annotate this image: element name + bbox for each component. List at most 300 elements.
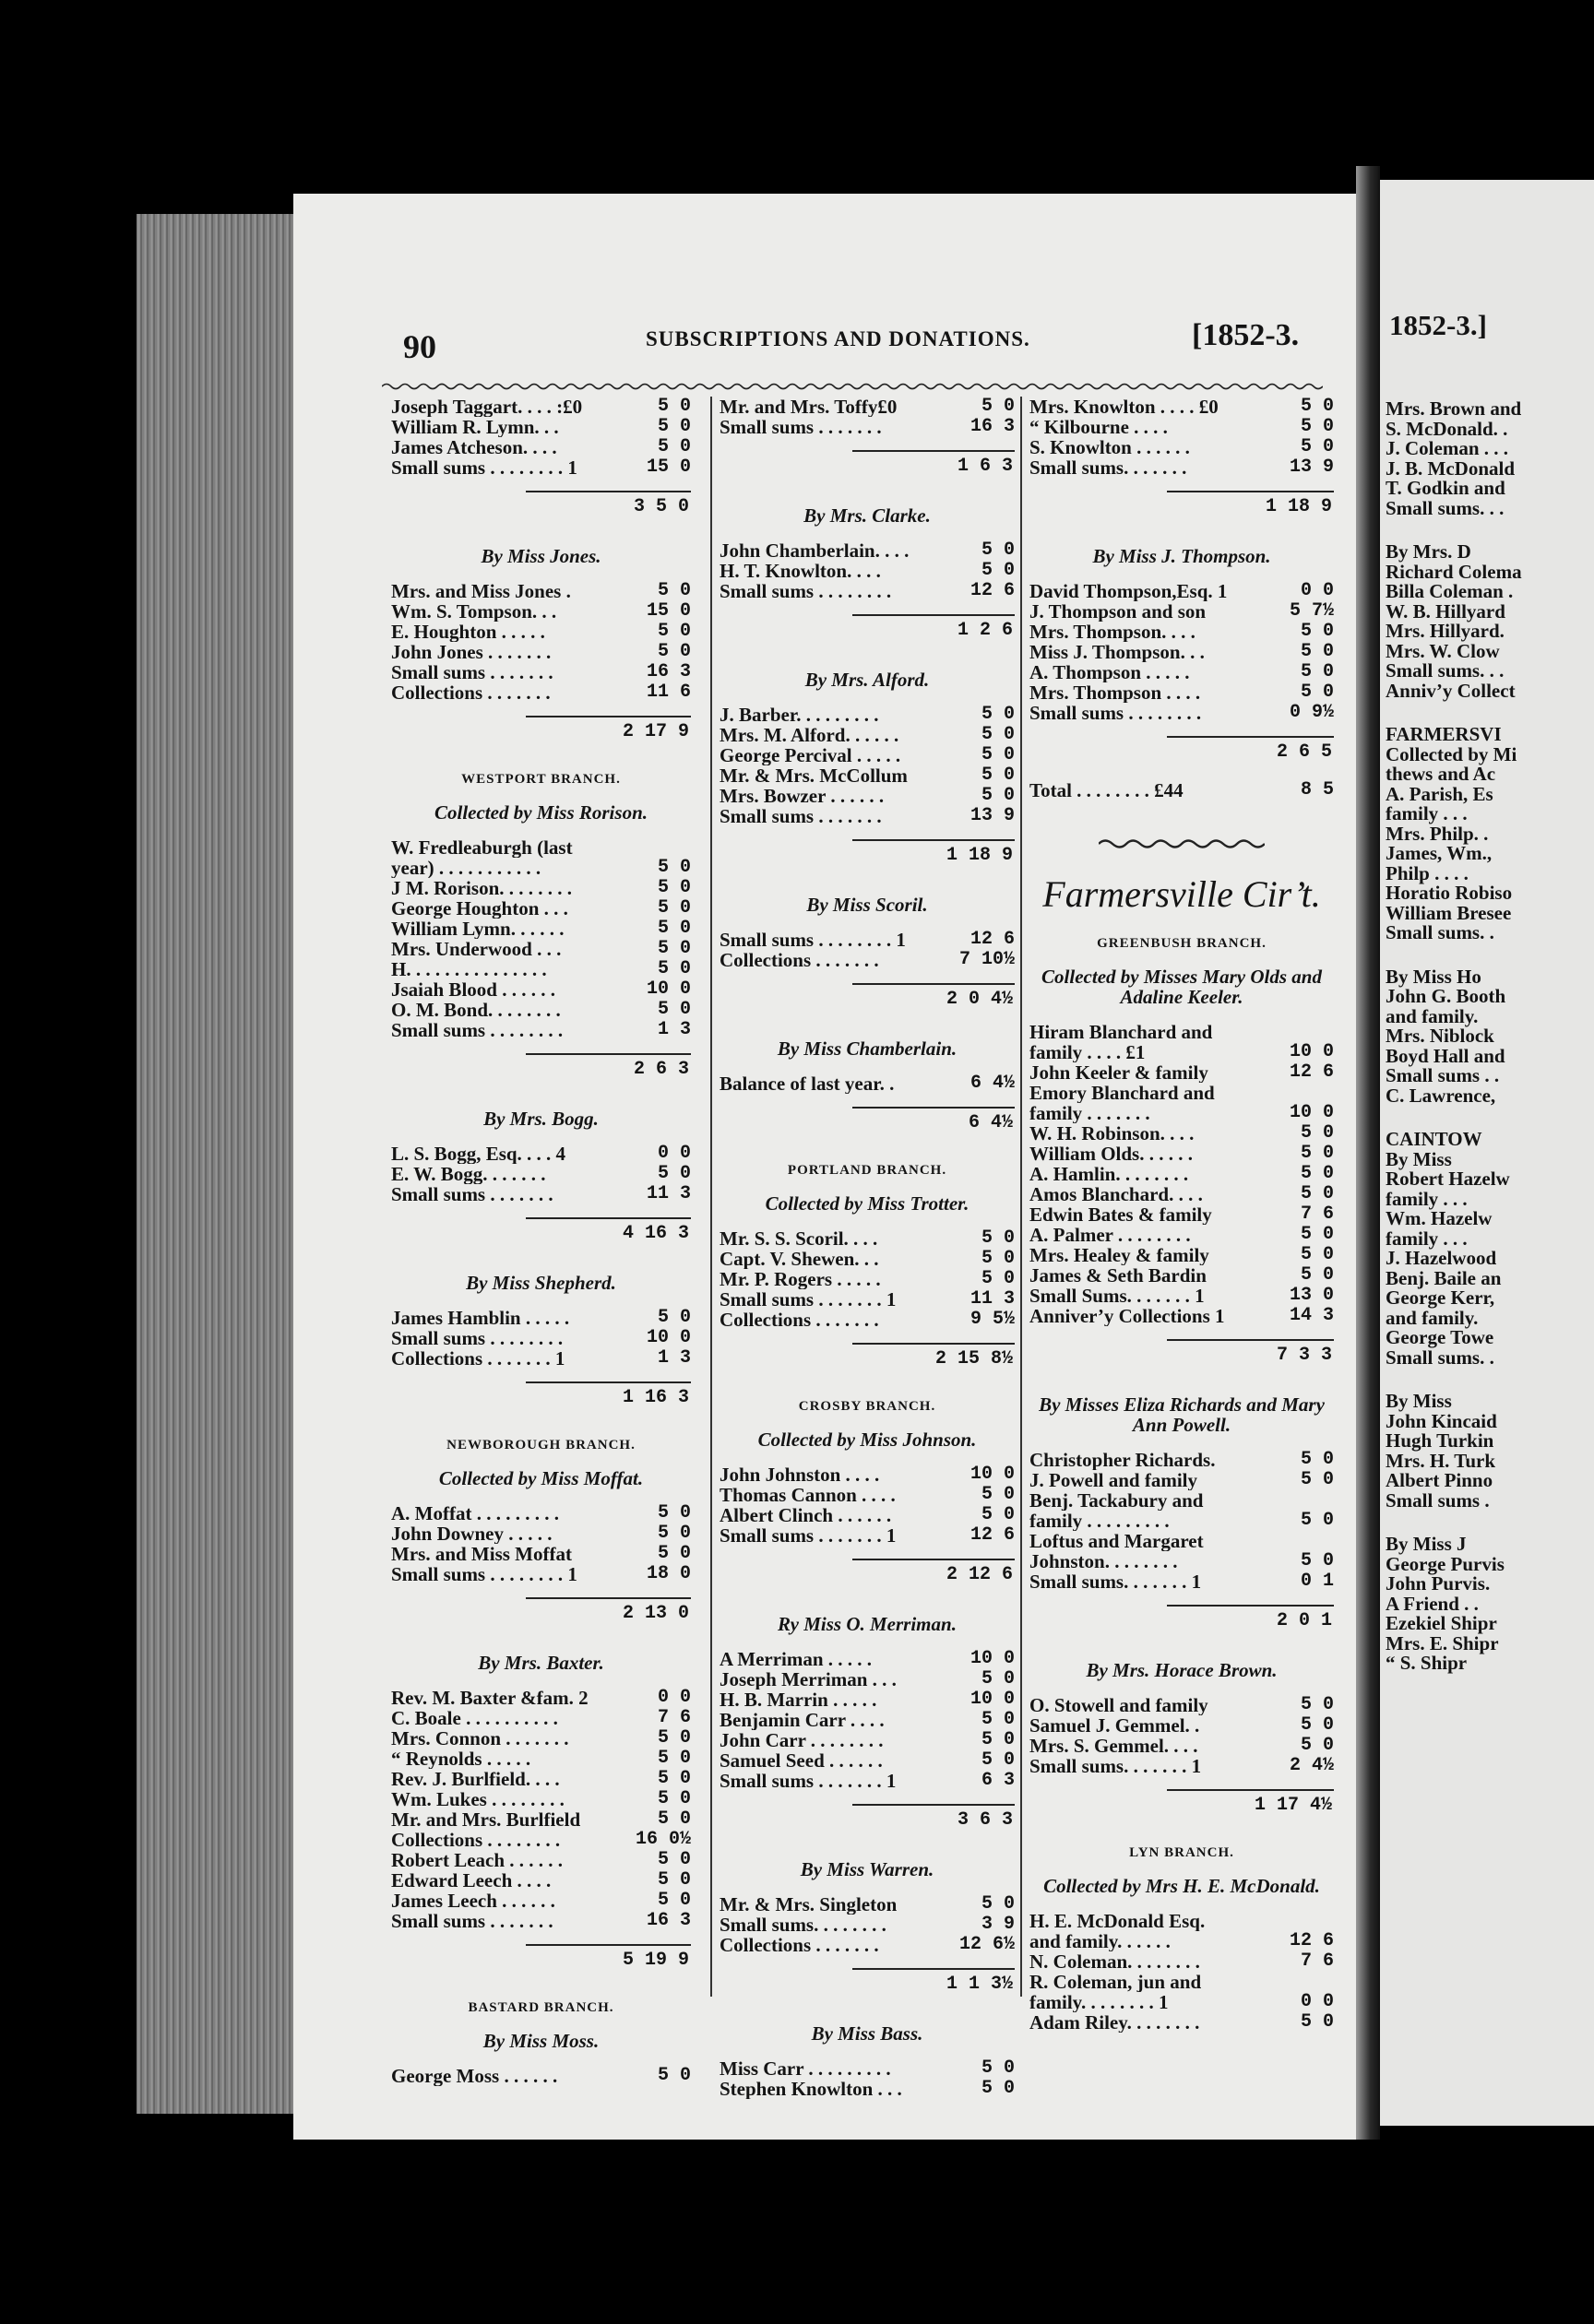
entry-amount: 16 3 [646, 1910, 691, 1931]
entry-name: Loftus and Margaret [1029, 1531, 1204, 1551]
entry-name: John Jones . . . . . . . [391, 642, 552, 662]
right-page-line: Mrs. Philp. . [1386, 822, 1489, 845]
entry-amount: 5 0 [657, 1307, 691, 1328]
entries [720, 2058, 1015, 2099]
page-year: [1852-3. [1192, 318, 1300, 352]
entry-amount: 5 0 [981, 704, 1015, 725]
entries [720, 1073, 1015, 1094]
entry-amount: 5 0 [1300, 621, 1334, 642]
entry-name: H. . . . . . . . . . . . . . . [391, 959, 547, 979]
subtotal: 3 5 0 [526, 491, 691, 520]
entries [1029, 397, 1334, 478]
entry-row [391, 1769, 691, 1789]
entry-name: Albert Clinch . . . . . . [720, 1505, 892, 1525]
entry-row [720, 705, 1015, 725]
collector-heading: By Miss Jones. [481, 545, 601, 567]
entry-name: Small sums. . . . . . . 1 [1029, 1571, 1202, 1592]
entry-row [1029, 1931, 1334, 1951]
entry-name: W. H. Robinson. . . . [1029, 1123, 1195, 1144]
entry-amount: 5 0 [1300, 1550, 1334, 1571]
right-page-spacer [1386, 700, 1594, 724]
entry-row [1029, 1951, 1334, 1972]
entry-amount: 12 6 [1289, 1061, 1334, 1083]
entry-name: William Lymn. . . . . . [391, 919, 565, 939]
entry-amount: 5 0 [1300, 1449, 1334, 1470]
entry-amount: 3 9 [981, 1914, 1015, 1935]
entry-row [1029, 1551, 1334, 1571]
entry-name: S. Knowlton . . . . . . [1029, 437, 1190, 457]
entry-row [1029, 780, 1334, 800]
entry-name: Amos Blanchard. . . . [1029, 1184, 1203, 1204]
entry-amount: 5 0 [657, 918, 691, 939]
entry-name: George Houghton . . . [391, 898, 568, 919]
entries [391, 397, 691, 478]
entry-name: “ Reynolds . . . . . [391, 1749, 531, 1769]
entry-row [391, 1020, 691, 1040]
entry-row [1029, 622, 1334, 642]
entry-name: Small sums . . . . . . . 1 [720, 1525, 897, 1546]
entry-amount: 0 0 [657, 1143, 691, 1164]
entry-name: Robert Leach . . . . . . [391, 1850, 564, 1870]
entry-amount: 5 0 [657, 2065, 691, 2086]
entry-amount: 5 0 [1300, 1244, 1334, 1265]
entry-amount: 0 1 [1300, 1571, 1334, 1592]
entry-row [720, 950, 1015, 970]
entry-amount: 5 0 [657, 641, 691, 662]
entry-name: Mr. S. S. Scoril. . . . [720, 1228, 878, 1249]
entry-amount: 8 5 [1300, 779, 1334, 800]
entry-row [391, 1184, 691, 1204]
entry-row [1029, 1123, 1334, 1144]
entry-row [1029, 662, 1334, 682]
subtotal: 1 17 4½ [1167, 1789, 1335, 1819]
column-2 [720, 397, 1015, 2099]
entry-amount: 5 0 [981, 1749, 1015, 1771]
right-page-line: Mrs. Brown and [1386, 397, 1522, 420]
right-page-line: Boyd Hall and [1386, 1044, 1505, 1067]
entry-row [720, 725, 1015, 745]
entry-name: Collections . . . . . . . [720, 950, 879, 970]
entry-row [720, 540, 1015, 561]
entry-row [1029, 1511, 1334, 1531]
entry-name: Small Sums. . . . . . . 1 [1029, 1286, 1205, 1306]
section-wavy-divider [1099, 837, 1265, 850]
right-page-line: Small sums. . . [1386, 659, 1505, 682]
entry-amount: 5 0 [1300, 1264, 1334, 1286]
entries [1029, 1022, 1334, 1326]
entry-amount: 5 0 [657, 1849, 691, 1870]
entry-amount: 15 0 [646, 600, 691, 622]
entry-name: Rev. J. Burlfield. . . . [391, 1769, 560, 1789]
entry-amount: 5 0 [657, 1768, 691, 1789]
entry-amount: 10 0 [1289, 1102, 1334, 1123]
entry-name: family . . . . £1 [1029, 1042, 1146, 1062]
entry-name: Collections . . . . . . . [720, 1310, 879, 1330]
entry-amount: 2 4½ [1289, 1755, 1334, 1776]
entry-row [391, 417, 691, 437]
entry-name: James Atcheson. . . . [391, 437, 557, 457]
collector-heading: By Miss Bass. [811, 2022, 923, 2045]
entry-row [1029, 1103, 1334, 1123]
entry-amount: 5 0 [1300, 1183, 1334, 1204]
entry-name: Mr. P. Rogers . . . . . [720, 1269, 881, 1289]
entry-amount: 5 0 [981, 785, 1015, 806]
entry-name: Mrs. Connon . . . . . . . [391, 1728, 569, 1749]
entry-amount: 5 0 [981, 1484, 1015, 1505]
entry-amount: 5 0 [657, 1502, 691, 1524]
entry-name: Mrs. S. Gemmel. . . . [1029, 1736, 1198, 1756]
entry-name: Small sums . . . . . . . . [1029, 703, 1202, 723]
entry-amount: 7 10½ [958, 949, 1015, 970]
subtotal: 2 6 5 [1167, 736, 1335, 765]
entry-row [391, 858, 691, 878]
entry-amount: 5 0 [657, 396, 691, 417]
right-page-line: family . . . [1386, 1227, 1468, 1250]
entry-amount: 10 0 [1289, 1041, 1334, 1062]
entry-amount [1238, 1531, 1334, 1551]
entry-name: L. S. Bogg, Esq. . . . 4 [391, 1144, 566, 1164]
right-page-line: J. Coleman . . . [1386, 437, 1508, 459]
entry-row [720, 1249, 1015, 1269]
right-page-line: Billa Coleman . [1386, 580, 1514, 602]
entry-name: James Hamblin . . . . . [391, 1308, 570, 1328]
entry-amount: 14 3 [1289, 1305, 1334, 1326]
entry-row [391, 1328, 691, 1348]
entry-name: R. Coleman, jun and [1029, 1972, 1202, 1992]
entry-row [391, 1830, 691, 1850]
entry-row [1029, 1265, 1334, 1286]
entry-row [391, 1524, 691, 1544]
subtotal: 5 19 9 [526, 1944, 691, 1974]
collector-heading: Collected by Mrs H. E. McDonald. [1043, 1875, 1320, 1897]
entry-name: A. Moffat . . . . . . . . . [391, 1503, 559, 1524]
entry-row [391, 878, 691, 898]
entry-row [391, 837, 691, 858]
entry-row [720, 1525, 1015, 1546]
entry-row [391, 601, 691, 622]
entry-row [391, 1708, 691, 1728]
entry-amount: 0 0 [1300, 580, 1334, 601]
entry-amount: 5 0 [981, 1268, 1015, 1289]
collector-heading: By Miss Shepherd. [466, 1272, 616, 1294]
subtotal: 2 13 0 [526, 1597, 691, 1627]
right-page-line: Mrs. Hillyard. [1386, 620, 1505, 642]
entry-amount: 5 7½ [1289, 600, 1334, 622]
entry-row [720, 786, 1015, 806]
right-page-line: Benj. Baile an [1386, 1266, 1502, 1289]
entries [720, 705, 1015, 826]
collector-heading: By Mrs. Bogg. [483, 1108, 599, 1130]
entry-row [1029, 1042, 1334, 1062]
entry-row [720, 1730, 1015, 1750]
collector-heading: Ry Miss O. Merriman. [778, 1613, 957, 1635]
entry-name: E. W. Bogg. . . . . . . [391, 1164, 546, 1184]
entry-row [720, 1669, 1015, 1690]
entry-name: A. Thompson . . . . . [1029, 662, 1190, 682]
branch-heading: WESTPORT BRANCH. [461, 772, 621, 787]
entry-row [391, 1348, 691, 1369]
entry-name: Mrs. Bowzer . . . . . . [720, 786, 885, 806]
collector-heading: By Mrs. Clarke. [803, 504, 931, 527]
entry-row [720, 930, 1015, 950]
entry-name: Joseph Merriman . . . [720, 1669, 897, 1690]
collector-heading: Collected by Miss Johnson. [757, 1429, 977, 1451]
column-1 [391, 397, 691, 2086]
right-page-line: Mrs. H. Turk [1386, 1449, 1496, 1472]
entry-name: J. Powell and family [1029, 1470, 1197, 1490]
entry-amount: 5 0 [981, 2057, 1015, 2079]
entries [720, 930, 1015, 970]
entry-amount: 5 0 [981, 1729, 1015, 1750]
entry-amount: 5 0 [657, 1543, 691, 1564]
entry-amount [595, 837, 691, 858]
collector-heading: By Miss Moss. [482, 2030, 600, 2052]
right-page-line: Philp . . . . [1386, 861, 1469, 884]
entry-name: C. Boale . . . . . . . . . . [391, 1708, 558, 1728]
entry-row [1029, 1695, 1334, 1715]
entry-name: Hiram Blanchard and [1029, 1022, 1213, 1042]
entry-name: Small sums . . . . . . . . [391, 1020, 564, 1040]
entry-amount: 5 0 [981, 724, 1015, 745]
entry-amount: 5 0 [981, 2078, 1015, 2099]
entry-row [720, 1935, 1015, 1955]
entry-name: Total . . . . . . . . £44 [1029, 780, 1184, 800]
entry-row [391, 1891, 691, 1911]
entry-row [720, 1310, 1015, 1330]
entry-name: Mrs. Healey & family [1029, 1245, 1209, 1265]
entry-row [391, 1564, 691, 1584]
entry-name: Collections . . . . . . . [720, 1935, 879, 1955]
entries [391, 1503, 691, 1584]
entry-name: David Thompson,Esq. 1 [1029, 581, 1228, 601]
entry-amount: 5 0 [981, 1668, 1015, 1690]
entry-amount [1238, 1083, 1334, 1103]
collector-heading: Collected by Miss Rorison. [434, 801, 648, 824]
entry-amount: 0 0 [1300, 1991, 1334, 2012]
entries [1029, 581, 1334, 723]
subtotal: 7 3 3 [1167, 1339, 1335, 1369]
entry-name: Capt. V. Shewen. . . [720, 1249, 879, 1269]
branch-heading: NEWBOROUGH BRANCH. [446, 1438, 636, 1452]
right-page-line: T. Godkin and [1386, 477, 1505, 499]
entry-row [1029, 1992, 1334, 2012]
entry-row [1029, 1225, 1334, 1245]
right-page-line: John G. Booth [1386, 985, 1506, 1007]
entry-row [720, 745, 1015, 765]
entry-row [391, 457, 691, 478]
collector-heading: Collected by Misses Mary Olds and Adaline Keeler. [1041, 966, 1322, 1008]
entry-amount: 10 0 [969, 1464, 1015, 1485]
subtotal: 1 18 9 [1167, 491, 1335, 520]
entry-amount: 5 0 [981, 1248, 1015, 1269]
entries [720, 1464, 1015, 1546]
entry-amount: 5 0 [657, 1788, 691, 1809]
entry-amount: 5 0 [657, 1727, 691, 1749]
entry-name: Small sums . . . . . . . 1 [720, 1289, 897, 1310]
entry-row [1029, 1286, 1334, 1306]
entry-amount: 5 0 [1300, 1469, 1334, 1490]
entry-amount: 5 0 [1300, 1224, 1334, 1245]
entry-row [391, 898, 691, 919]
column-3 [1029, 397, 1334, 2033]
entry-row [720, 1485, 1015, 1505]
subtotal: 1 2 6 [852, 614, 1015, 644]
entry-amount: 1 3 [657, 1347, 691, 1369]
circuit-title: Farmersville Cir’t. [1042, 873, 1321, 915]
entry-row [391, 2066, 691, 2086]
entry-amount: 5 0 [657, 999, 691, 1020]
right-page-line: thews and Ac [1386, 763, 1496, 785]
entries [391, 1144, 691, 1204]
entry-row [1029, 1736, 1334, 1756]
entry-name: Jsaiah Blood . . . . . . [391, 979, 555, 1000]
entry-name: Small sums. . . . . . . 1 [1029, 1756, 1202, 1776]
column-rule-2 [1020, 397, 1022, 1997]
entry-row [1029, 1470, 1334, 1490]
right-page-line: Ezekiel Shipr [1386, 1612, 1497, 1634]
entry-row [391, 642, 691, 662]
entry-amount: 7 6 [657, 1707, 691, 1728]
entry-name: Small sums. . . . . . . . [720, 1915, 886, 1935]
collector-heading: By Misses Eliza Richards and Mary Ann Powell. [1039, 1393, 1325, 1436]
branch-heading: BASTARD BRANCH. [468, 2000, 614, 2015]
entry-row [720, 1649, 1015, 1669]
entry-name: Mr. & Mrs. Singleton [720, 1894, 898, 1915]
entry-name: N. Coleman. . . . . . . . [1029, 1951, 1200, 1972]
right-page-line: Anniv’y Collect [1386, 679, 1516, 702]
entry-row [391, 622, 691, 642]
right-page-line: CAINTOW [1386, 1128, 1482, 1150]
right-page-line: J. Hazelwood [1386, 1247, 1497, 1269]
entry-name: Collections . . . . . . . 1 [391, 1348, 565, 1369]
entry-amount: 5 0 [1300, 1735, 1334, 1756]
right-page-spacer [1386, 517, 1594, 541]
entry-row [720, 765, 1015, 786]
collector-heading: By Miss Scoril. [806, 894, 928, 916]
entry-name: Small sums . . . . . . . [391, 1911, 553, 1931]
entry-amount: 5 0 [1300, 2011, 1334, 2033]
entry-row [720, 1750, 1015, 1771]
entry-amount: 5 0 [657, 938, 691, 959]
entry-amount: 1 3 [657, 1019, 691, 1040]
entry-amount: 10 0 [646, 1327, 691, 1348]
entry-name: Mrs. Thompson . . . . [1029, 682, 1201, 703]
entry-row [391, 682, 691, 703]
right-page-line: J. B. McDonald [1386, 456, 1516, 480]
book-gutter [1356, 166, 1380, 2140]
entry-name: Small sums . . . . . . . . 1 [720, 930, 906, 950]
entry-row [720, 417, 1015, 437]
right-page-line: Collected by Mi [1386, 742, 1517, 765]
entry-name: Small sums . . . . . . . [720, 806, 882, 826]
entry-name: Mr. and Mrs. Toffy£0 [720, 397, 898, 417]
right-page-line: family . . . [1386, 802, 1468, 824]
entry-row [1029, 2012, 1334, 2033]
right-page-year: 1852-3.] [1389, 309, 1487, 341]
subtotal: 1 6 3 [852, 450, 1015, 480]
entry-name: Wm. Lukes . . . . . . . . [391, 1789, 565, 1809]
entry-name: Christopher Richards. [1029, 1450, 1216, 1470]
entry-amount: 5 0 [657, 1808, 691, 1830]
entry-name: George Moss . . . . . . [391, 2066, 558, 2086]
right-page-line: and family. [1386, 1004, 1479, 1027]
entry-amount: 6 3 [981, 1770, 1015, 1791]
entry-name: Anniver’y Collections 1 [1029, 1306, 1225, 1326]
subtotal: 4 16 3 [526, 1217, 691, 1247]
entry-name: Edward Leech . . . . [391, 1870, 552, 1891]
entry-row [391, 979, 691, 1000]
entry-amount: 5 0 [657, 1523, 691, 1544]
entry-row [720, 1269, 1015, 1289]
entry-amount: 5 0 [1300, 396, 1334, 417]
entry-name: John Downey . . . . . [391, 1524, 553, 1544]
right-page-line: and family. [1386, 1306, 1479, 1329]
entries [391, 1688, 691, 1931]
entry-row [1029, 1972, 1334, 1992]
entry-row [1029, 417, 1334, 437]
right-page-line: George Towe [1386, 1326, 1494, 1348]
entry-amount: 5 0 [1300, 1122, 1334, 1144]
entry-amount: 15 0 [646, 456, 691, 478]
entry-row [1029, 1490, 1334, 1511]
entry-row [1029, 642, 1334, 662]
entry-row [391, 1911, 691, 1931]
entry-amount: 5 0 [657, 1748, 691, 1769]
entry-row [391, 1144, 691, 1164]
entry-name: “ Kilbourne . . . . [1029, 417, 1168, 437]
right-page-line: C. Lawrence, [1386, 1084, 1496, 1107]
entry-row [1029, 1204, 1334, 1225]
entry-amount: 5 0 [1300, 416, 1334, 437]
entry-row [1029, 457, 1334, 478]
entry-row [720, 2079, 1015, 2099]
right-page-spacer [1386, 1510, 1594, 1534]
entry-row [1029, 1715, 1334, 1736]
entry-name: John Keeler & family [1029, 1062, 1208, 1083]
entry-name: J M. Rorison. . . . . . . . [391, 878, 572, 898]
entry-amount: 5 0 [981, 560, 1015, 581]
entry-row [1029, 397, 1334, 417]
entry-name: John Carr . . . . . . . . [720, 1730, 884, 1750]
page-number: 90 [403, 328, 436, 365]
entry-row [720, 1915, 1015, 1935]
right-page-line: S. McDonald. . [1386, 417, 1508, 440]
right-page-column [1386, 398, 1594, 1673]
entry-name: Mrs. Knowlton . . . . £0 [1029, 397, 1219, 417]
entry-amount [1238, 1022, 1334, 1042]
entry-amount: 7 6 [1300, 1204, 1334, 1225]
entry-row [720, 581, 1015, 601]
right-page-line: George Purvis [1386, 1552, 1505, 1575]
entry-name: Small sums . . . . . . . [391, 662, 553, 682]
entry-amount: 12 6 [1289, 1930, 1334, 1951]
entries [391, 837, 691, 1040]
subtotal: 1 1 3½ [852, 1968, 1015, 1998]
entry-row [1029, 1911, 1334, 1931]
entry-name: Small sums . . . . . . . [391, 1184, 553, 1204]
entry-name: George Percival . . . . . [720, 745, 901, 765]
entry-name: John Chamberlain. . . . [720, 540, 910, 561]
entries [391, 2066, 691, 2086]
entry-row [720, 1710, 1015, 1730]
entry-name: O. Stowell and family [1029, 1695, 1208, 1715]
entry-name: Mrs. and Miss Jones . [391, 581, 571, 601]
entry-row [391, 1728, 691, 1749]
entry-name: Wm. S. Tompson. . . [391, 601, 557, 622]
branch-heading: PORTLAND BRANCH. [787, 1163, 947, 1178]
entry-row [720, 1464, 1015, 1485]
branch-heading: LYN BRANCH. [1129, 1845, 1234, 1860]
